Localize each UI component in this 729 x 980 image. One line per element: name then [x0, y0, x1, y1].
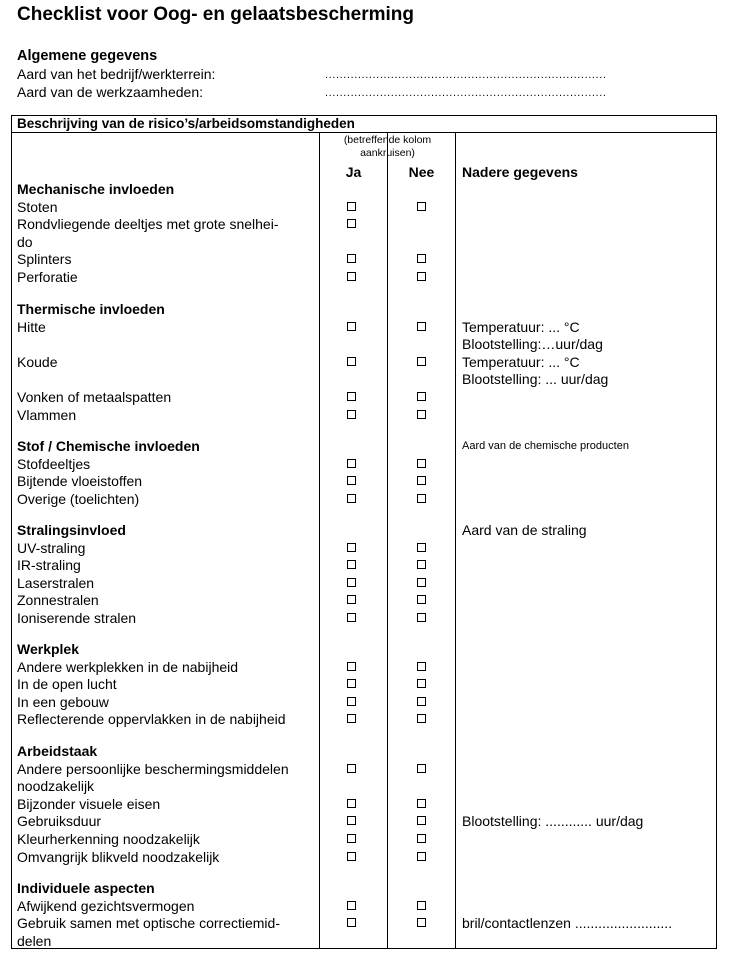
checklist-item	[0, 658, 729, 676]
checkbox-ja[interactable]	[347, 392, 356, 401]
checklist-item-label: Rondvliegende deeltjes met grote snelhei- do	[17, 216, 279, 250]
checkbox-ja[interactable]	[347, 494, 356, 503]
checklist-item	[0, 406, 729, 424]
checklist-item-label: Perforatie	[17, 269, 78, 285]
checkbox-nee[interactable]	[417, 595, 426, 604]
general-label-company: Aard van het bedrijf/werkterrein:	[17, 66, 216, 82]
checkbox-ja[interactable]	[347, 254, 356, 263]
checkbox-nee[interactable]	[417, 322, 426, 331]
checkbox-ja[interactable]	[347, 799, 356, 808]
checklist-item-label: Laserstralen	[17, 574, 95, 591]
column-note: (betreffende kolom aankruisen)	[343, 134, 432, 159]
table-header-divider	[11, 132, 717, 133]
checkbox-ja[interactable]	[347, 322, 356, 331]
checkbox-nee[interactable]	[417, 410, 426, 419]
section-heading-label: Stof / Chemische invloeden	[17, 438, 200, 454]
checklist-item	[0, 490, 729, 508]
checkbox-ja[interactable]	[347, 852, 356, 861]
checkbox-nee[interactable]	[417, 392, 426, 401]
checklist-item	[0, 268, 729, 286]
checklist-item	[0, 693, 729, 711]
checklist-item	[0, 574, 729, 592]
checkbox-ja[interactable]	[347, 459, 356, 468]
section-heading	[0, 300, 729, 318]
checklist-item	[0, 795, 729, 813]
checkbox-nee[interactable]	[417, 613, 426, 622]
section-heading-label: Thermische invloeden	[17, 301, 165, 317]
checkbox-nee[interactable]	[417, 901, 426, 910]
section-heading	[0, 180, 729, 198]
checkbox-ja[interactable]	[347, 816, 356, 825]
general-row-company	[17, 66, 707, 84]
section-heading	[0, 521, 729, 539]
checklist-item-label: IR-straling	[17, 557, 81, 574]
checklist-item	[0, 812, 729, 830]
checkbox-ja[interactable]	[347, 272, 356, 281]
checklist-item	[0, 710, 729, 728]
checkbox-nee[interactable]	[417, 578, 426, 587]
checkbox-ja[interactable]	[347, 476, 356, 485]
checklist-item-label: In de open lucht	[17, 676, 117, 693]
checklist-item-label: Kleurherkenning noodzakelijk	[17, 831, 200, 847]
checkbox-ja[interactable]	[347, 595, 356, 604]
checklist-item-label: Bijzonder visuele eisen	[17, 795, 161, 812]
general-fill-line-work[interactable]: .............................................................................	[325, 87, 607, 99]
checklist-item	[0, 455, 729, 473]
checkbox-nee[interactable]	[417, 918, 426, 927]
checkbox-nee[interactable]	[417, 816, 426, 825]
section-heading	[0, 640, 729, 658]
checklist-item	[0, 609, 729, 627]
checkbox-nee[interactable]	[417, 202, 426, 211]
checklist-item-label: Andere persoonlijke beschermingsmiddelen noodzakelijk	[17, 760, 289, 795]
checklist-item	[0, 318, 729, 353]
checkbox-nee[interactable]	[417, 459, 426, 468]
checklist-item	[0, 556, 729, 574]
checkbox-nee[interactable]	[417, 714, 426, 723]
checklist-item-label: Vlammen	[17, 406, 77, 423]
checklist-item-label: In een gebouw	[17, 693, 109, 710]
checkbox-nee[interactable]	[417, 799, 426, 808]
checklist-item	[0, 591, 729, 609]
checkbox-ja[interactable]	[347, 662, 356, 671]
checklist-item	[0, 675, 729, 693]
page-title: Checklist voor Oog- en gelaatsbescherming	[17, 4, 414, 25]
checklist-item	[0, 250, 729, 268]
checkbox-ja[interactable]	[347, 219, 356, 228]
checklist-item	[0, 897, 729, 915]
checklist-item-details: Temperatuur: ... °C Blootstelling:…uur/dag	[462, 318, 603, 353]
checklist-item-details: Temperatuur: ... °C Blootstelling: ... uur/dag	[462, 353, 609, 388]
checkbox-nee[interactable]	[417, 494, 426, 503]
section-heading	[0, 742, 729, 760]
checkbox-nee[interactable]	[417, 834, 426, 843]
checkbox-nee[interactable]	[417, 852, 426, 861]
checkbox-ja[interactable]	[347, 834, 356, 843]
checklist-item-label: Bijtende vloeistoffen	[17, 473, 143, 490]
checkbox-ja[interactable]	[347, 679, 356, 688]
checklist-item	[0, 353, 729, 388]
checklist-item	[0, 914, 729, 949]
checkbox-nee[interactable]	[417, 764, 426, 773]
general-fill-line-company[interactable]: .............................................................................	[325, 69, 607, 81]
checkbox-nee[interactable]	[417, 697, 426, 706]
checklist-item-label: Gebruiksduur	[17, 813, 102, 830]
checkbox-ja[interactable]	[347, 613, 356, 622]
checkbox-ja[interactable]	[347, 901, 356, 910]
section-heading-label: Stralingsinvloed	[17, 522, 126, 538]
checklist-item-label: UV-straling	[17, 539, 86, 556]
checkbox-ja[interactable]	[347, 410, 356, 419]
checklist-item	[0, 848, 729, 866]
checklist-item-label: Gebruik samen met optische correctiemid- delen	[17, 915, 280, 949]
checkbox-ja[interactable]	[347, 697, 356, 706]
checkbox-ja[interactable]	[347, 764, 356, 773]
checklist-item-label: Koude	[17, 353, 58, 370]
general-label-work: Aard van de werkzaamheden:	[17, 84, 203, 100]
checklist-item-details: Blootstelling: ............ uur/dag	[462, 813, 644, 830]
checklist-item-label: Omvangrijk blikveld noodzakelijk	[17, 848, 220, 865]
checkbox-ja[interactable]	[347, 543, 356, 552]
checklist-item-label: Zonnestralen	[17, 592, 99, 609]
checklist-item	[0, 472, 729, 490]
general-row-work	[17, 84, 707, 102]
checklist-item	[0, 388, 729, 406]
checkbox-nee[interactable]	[417, 543, 426, 552]
checklist-item-label: Afwijkend gezichtsvermogen	[17, 897, 195, 914]
checkbox-ja[interactable]	[347, 578, 356, 587]
checklist-item-label: Vonken of metaalspatten	[17, 389, 172, 405]
table-title: Beschrijving van de risico’s/arbeidsomstandigheden	[17, 116, 355, 131]
checkbox-nee[interactable]	[417, 679, 426, 688]
section-heading-label: Arbeidstaak	[17, 743, 98, 759]
checkbox-nee[interactable]	[417, 662, 426, 671]
checklist-item-label: Andere werkplekken in de nabijheid	[17, 658, 239, 675]
checklist-item-label: Stoten	[17, 198, 58, 215]
checklist-item	[0, 539, 729, 557]
checklist-item	[0, 830, 729, 848]
checkbox-nee[interactable]	[417, 272, 426, 281]
checkbox-nee[interactable]	[417, 560, 426, 569]
checklist-item-label: Hitte	[17, 318, 46, 335]
checklist-item-details: bril/contactlenzen .........................	[462, 915, 673, 932]
checklist-item-label: Stofdeeltjes	[17, 455, 91, 472]
section-heading-label: Mechanische invloeden	[17, 181, 175, 197]
checklist-item-label: Overige (toelichten)	[17, 490, 140, 507]
checklist-item	[0, 198, 729, 216]
section-heading-label: Individuele aspecten	[17, 880, 155, 896]
section-heading-label: Werkplek	[17, 641, 79, 657]
column-header-details: Nadere gegevens	[462, 164, 578, 180]
checkbox-ja[interactable]	[347, 560, 356, 569]
checkbox-ja[interactable]	[347, 357, 356, 366]
general-heading: Algemene gegevens	[17, 48, 158, 64]
checklist-item	[0, 760, 729, 795]
checkbox-ja[interactable]	[347, 202, 356, 211]
section-details-note: Aard van de straling	[462, 522, 587, 538]
section-heading	[0, 437, 729, 455]
checklist-item	[0, 215, 729, 250]
checkbox-nee[interactable]	[417, 476, 426, 485]
checkbox-nee[interactable]	[417, 357, 426, 366]
column-header-nee: Nee	[408, 164, 435, 180]
checklist-item-label: Reflecterende oppervlakken in de nabijheid	[17, 711, 286, 728]
checklist-item-label: Ioniserende stralen	[17, 610, 137, 626]
checkbox-ja[interactable]	[347, 918, 356, 927]
checkbox-ja[interactable]	[347, 714, 356, 723]
section-details-note: Aard van de chemische producten	[462, 440, 629, 452]
column-header-ja: Ja	[345, 164, 362, 180]
checklist-item-label: Splinters	[17, 251, 72, 268]
section-heading	[0, 879, 729, 897]
checkbox-nee[interactable]	[417, 254, 426, 263]
